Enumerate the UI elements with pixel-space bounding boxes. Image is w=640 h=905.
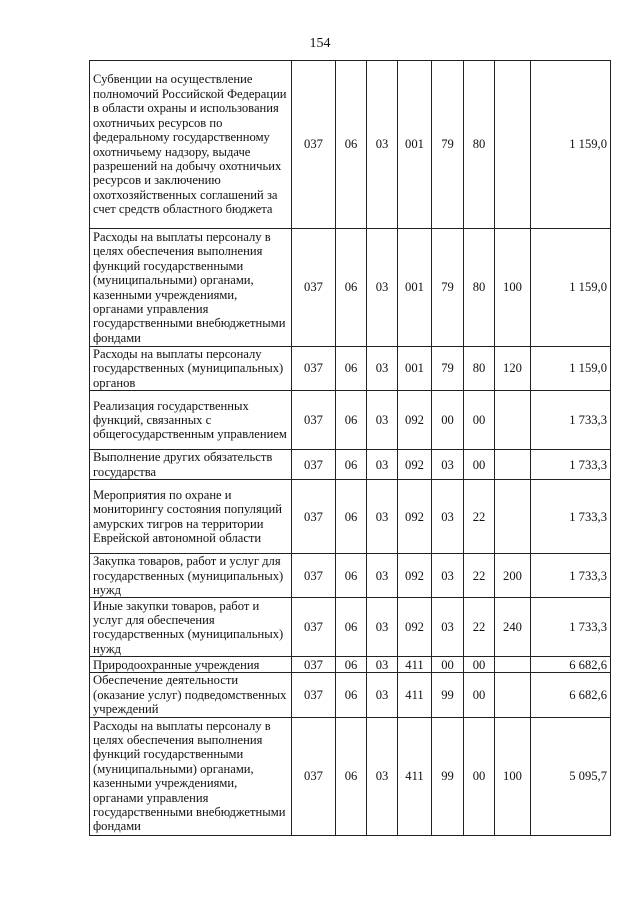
section-code: 06	[336, 61, 367, 229]
target-article-code-2: 79	[432, 347, 464, 391]
ministry-code: 037	[292, 347, 336, 391]
target-article-code-3: 22	[464, 554, 495, 598]
table-row	[90, 480, 611, 554]
amount: 1 159,0	[531, 229, 611, 347]
row-name: Реализация государственных функций, связанных с общегосударственным управлением	[90, 391, 292, 450]
section-code: 06	[336, 450, 367, 480]
section-code: 06	[336, 347, 367, 391]
expense-type-code: 240	[495, 598, 531, 657]
ministry-code: 037	[292, 554, 336, 598]
table-row	[90, 229, 611, 347]
amount: 1 159,0	[531, 347, 611, 391]
subsection-code: 03	[367, 717, 398, 835]
target-article-code-3: 80	[464, 61, 495, 229]
table-row	[90, 598, 611, 657]
target-article-code-3: 80	[464, 229, 495, 347]
row-name: Расходы на выплаты персоналу государственных (муниципальных) органов	[90, 347, 292, 391]
section-code: 06	[336, 480, 367, 554]
table-row	[90, 450, 611, 480]
ministry-code: 037	[292, 391, 336, 450]
amount: 1 733,3	[531, 450, 611, 480]
table-row	[90, 391, 611, 450]
target-article-code-1: 411	[398, 673, 432, 717]
target-article-code-3: 00	[464, 450, 495, 480]
table-row	[90, 673, 611, 717]
target-article-code-2: 03	[432, 450, 464, 480]
row-name: Природоохранные учреждения	[90, 657, 292, 673]
target-article-code-1: 001	[398, 229, 432, 347]
target-article-code-3: 00	[464, 391, 495, 450]
row-name: Расходы на выплаты персоналу в целях обеспечения выполнения функций государственными (муниципальными) органами, казенными учреждениями, органами управления государственными внебюджетными фондами	[90, 229, 292, 347]
target-article-code-1: 001	[398, 347, 432, 391]
section-code: 06	[336, 554, 367, 598]
amount: 1 733,3	[531, 554, 611, 598]
amount: 5 095,7	[531, 717, 611, 835]
subsection-code: 03	[367, 673, 398, 717]
target-article-code-2: 99	[432, 673, 464, 717]
section-code: 06	[336, 717, 367, 835]
target-article-code-2: 00	[432, 657, 464, 673]
subsection-code: 03	[367, 480, 398, 554]
ministry-code: 037	[292, 657, 336, 673]
table-row	[90, 347, 611, 391]
section-code: 06	[336, 673, 367, 717]
target-article-code-1: 092	[398, 391, 432, 450]
expense-type-code: 200	[495, 554, 531, 598]
row-name: Субвенции на осуществление полномочий Российской Федерации в области охраны и использования охотничьих ресурсов по федеральному государственному охотничьему надзору, выдаче разрешений на добычу охотничьих ресурсов и заключению охотхозяйственных соглашений за счет средств областного бюджета	[90, 61, 292, 229]
expense-type-code	[495, 673, 531, 717]
target-article-code-2: 79	[432, 229, 464, 347]
subsection-code: 03	[367, 347, 398, 391]
row-name: Мероприятия по охране и мониторингу состояния популяций амурских тигров на территории Еврейской автономной области	[90, 480, 292, 554]
row-name: Обеспечение деятельности (оказание услуг) подведомственных учреждений	[90, 673, 292, 717]
expense-type-code: 120	[495, 347, 531, 391]
section-code: 06	[336, 598, 367, 657]
target-article-code-3: 00	[464, 673, 495, 717]
amount: 1 733,3	[531, 480, 611, 554]
expense-type-code: 100	[495, 717, 531, 835]
target-article-code-1: 411	[398, 657, 432, 673]
subsection-code: 03	[367, 450, 398, 480]
target-article-code-1: 001	[398, 61, 432, 229]
expense-type-code	[495, 480, 531, 554]
subsection-code: 03	[367, 229, 398, 347]
target-article-code-2: 79	[432, 61, 464, 229]
target-article-code-1: 411	[398, 717, 432, 835]
target-article-code-3: 00	[464, 717, 495, 835]
page-number: 154	[309, 36, 331, 51]
target-article-code-2: 03	[432, 598, 464, 657]
ministry-code: 037	[292, 480, 336, 554]
table-row	[90, 657, 611, 673]
ministry-code: 037	[292, 598, 336, 657]
target-article-code-1: 092	[398, 450, 432, 480]
target-article-code-2: 99	[432, 717, 464, 835]
target-article-code-3: 22	[464, 480, 495, 554]
budget-table	[89, 60, 611, 836]
target-article-code-1: 092	[398, 598, 432, 657]
target-article-code-3: 22	[464, 598, 495, 657]
amount: 1 733,3	[531, 391, 611, 450]
expense-type-code	[495, 450, 531, 480]
target-article-code-2: 03	[432, 480, 464, 554]
amount: 6 682,6	[531, 673, 611, 717]
ministry-code: 037	[292, 450, 336, 480]
subsection-code: 03	[367, 554, 398, 598]
amount: 6 682,6	[531, 657, 611, 673]
subsection-code: 03	[367, 61, 398, 229]
target-article-code-3: 80	[464, 347, 495, 391]
ministry-code: 037	[292, 229, 336, 347]
section-code: 06	[336, 657, 367, 673]
ministry-code: 037	[292, 61, 336, 229]
table-row	[90, 61, 611, 229]
section-code: 06	[336, 229, 367, 347]
subsection-code: 03	[367, 391, 398, 450]
table-row	[90, 554, 611, 598]
expense-type-code	[495, 391, 531, 450]
subsection-code: 03	[367, 598, 398, 657]
target-article-code-2: 03	[432, 554, 464, 598]
target-article-code-1: 092	[398, 480, 432, 554]
target-article-code-3: 00	[464, 657, 495, 673]
ministry-code: 037	[292, 717, 336, 835]
expense-type-code: 100	[495, 229, 531, 347]
amount: 1 159,0	[531, 61, 611, 229]
row-name: Иные закупки товаров, работ и услуг для обеспечения государственных (муниципальных) нужд	[90, 598, 292, 657]
expense-type-code	[495, 657, 531, 673]
target-article-code-1: 092	[398, 554, 432, 598]
table-row	[90, 717, 611, 835]
subsection-code: 03	[367, 657, 398, 673]
row-name: Закупка товаров, работ и услуг для государственных (муниципальных) нужд	[90, 554, 292, 598]
section-code: 06	[336, 391, 367, 450]
amount: 1 733,3	[531, 598, 611, 657]
row-name: Расходы на выплаты персоналу в целях обеспечения выполнения функций государственными (муниципальными) органами, казенными учреждениями, органами управления государственными внебюджетными фондами	[90, 717, 292, 835]
expense-type-code	[495, 61, 531, 229]
target-article-code-2: 00	[432, 391, 464, 450]
ministry-code: 037	[292, 673, 336, 717]
row-name: Выполнение других обязательств государства	[90, 450, 292, 480]
